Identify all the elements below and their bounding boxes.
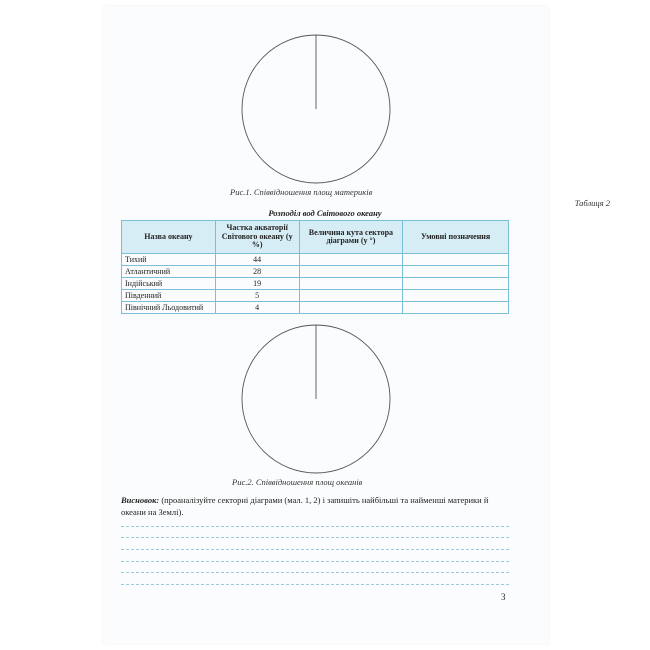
ocean-name: Тихий: [122, 254, 216, 266]
figure1-caption: Рис.1. Співвідношення площ материків: [230, 187, 373, 197]
legend-cell[interactable]: [403, 290, 509, 302]
table-row: [122, 290, 509, 302]
angle-cell[interactable]: [299, 278, 403, 290]
page-number: 3: [501, 592, 506, 602]
legend-cell[interactable]: [403, 254, 509, 266]
angle-cell[interactable]: [299, 266, 403, 278]
legend-cell[interactable]: [403, 278, 509, 290]
pie-chart-blank-1: [240, 33, 392, 185]
table-header-row: [122, 221, 509, 254]
table-row: [122, 266, 509, 278]
header-ocean-name: Назва океану: [122, 221, 216, 254]
angle-cell[interactable]: [299, 254, 403, 266]
answer-line[interactable]: [121, 572, 509, 573]
table-title: Розподіл вод Світового океану: [268, 208, 382, 218]
ocean-share: 4: [215, 302, 299, 314]
header-legend: Умовні позначення: [403, 221, 509, 254]
answer-line[interactable]: [121, 584, 509, 585]
conclusion-lead: Висновок:: [121, 495, 160, 505]
angle-cell[interactable]: [299, 290, 403, 302]
header-share: Частка акваторії Світового океану (у %): [215, 221, 299, 254]
answer-line[interactable]: [121, 526, 509, 527]
ocean-share: 28: [215, 266, 299, 278]
table-row: [122, 302, 509, 314]
conclusion-text: (проаналізуйте секторні діаграми (мал. 1, 2) і запишіть найбільші та найменші материки й океани на Землі).: [121, 495, 489, 517]
ocean-name: Індійський: [122, 278, 216, 290]
table-row: [122, 278, 509, 290]
conclusion-prompt: [121, 494, 511, 518]
table-row: [122, 254, 509, 266]
answer-line[interactable]: [121, 549, 509, 550]
ocean-share: 5: [215, 290, 299, 302]
angle-cell[interactable]: [299, 302, 403, 314]
legend-cell[interactable]: [403, 302, 509, 314]
answer-line[interactable]: [121, 537, 509, 538]
answer-line[interactable]: [121, 561, 509, 562]
ocean-table: [121, 220, 509, 314]
header-angle: Величина кута сектора діаграми (у °): [299, 221, 403, 254]
legend-cell[interactable]: [403, 266, 509, 278]
ocean-share: 19: [215, 278, 299, 290]
ocean-name: Південний: [122, 290, 216, 302]
ocean-share: 44: [215, 254, 299, 266]
ocean-name: Північний Льодовитий: [122, 302, 216, 314]
table-label: Таблиця 2: [574, 198, 610, 208]
pie-chart-blank-2: [240, 323, 392, 475]
ocean-name: Атлантичний: [122, 266, 216, 278]
figure2-caption: Рис.2. Співвідношення площ океанів: [232, 477, 363, 487]
